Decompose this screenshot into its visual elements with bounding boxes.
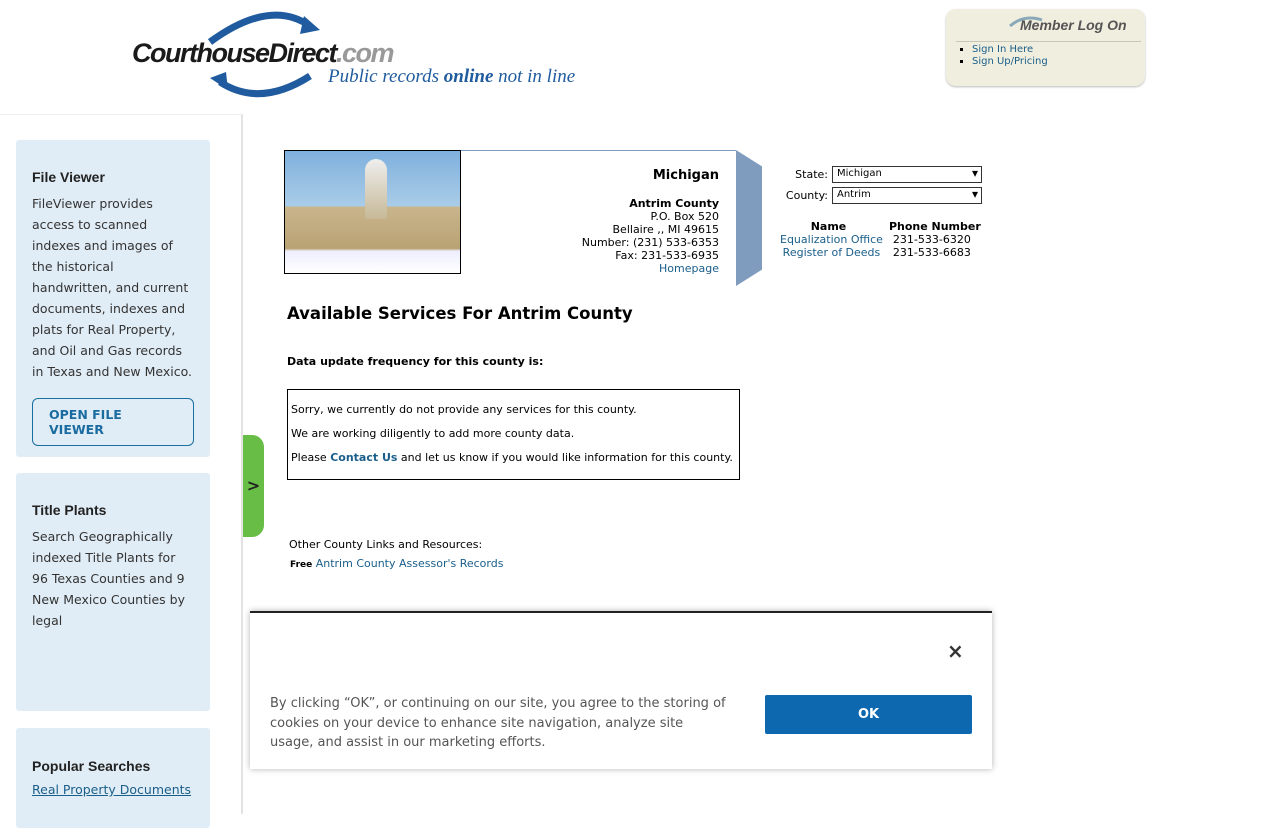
county-label: County: [785,188,828,202]
capitol-photo [284,150,461,274]
other-links-title: Other County Links and Resources: [289,538,483,551]
notice-line3-post: and let us know if you would like information for this county. [397,451,733,464]
notice-line1: Sorry, we currently do not provide any services for this county. [291,403,637,416]
sidebar-toggle-button[interactable]: > [243,435,264,537]
logo-name: CourthouseDirect [132,38,337,68]
county-fax: Fax: 231-533-6935 [615,249,719,262]
contacts-table [780,220,981,259]
site-logo[interactable] [130,8,580,98]
contact-us-link[interactable]: Contact Us [330,451,398,464]
state-selector [783,166,982,183]
card-wedge [736,150,762,286]
notice-line3 [291,451,736,465]
county-name: Antrim County [629,197,719,210]
cookie-banner [250,611,992,769]
county-address2: Bellaire ,, MI 49615 [612,223,719,236]
county-address1: P.O. Box 520 [650,210,719,223]
update-frequency: Data update frequency for this county is: [287,355,544,368]
tagline-bold: online [443,66,494,87]
sign-in-link[interactable]: Sign In Here [972,44,1034,55]
tagline-post: not in line [493,66,576,87]
table-row [780,233,981,246]
title-plants-title: Title Plants [32,502,107,518]
popular-searches-panel [16,728,210,828]
county-homepage-link[interactable]: Homepage [659,262,719,275]
ok-button[interactable]: OK [765,695,972,734]
contact-phone: 231-533-6320 [892,233,971,246]
logo-tld: .com [336,38,394,68]
title-plants-panel [16,473,210,711]
real-property-documents-link[interactable]: Real Property Documents [32,782,192,797]
notice-line2: We are working diligently to add more county data. [291,427,575,440]
contact-link[interactable]: Register of Deeds [782,246,881,259]
no-services-notice [287,389,740,480]
file-viewer-text: FileViewer provides access to scanned indexes and images of the historical handwritten, and current documents, indexes and plats for Real Property, and Oil and Gas records in Texas and New Mexico. [32,196,193,379]
logo-tagline [328,66,575,88]
state-select[interactable]: Michigan ▾ [832,166,982,183]
county-number: Number: (231) 533-6353 [581,236,719,249]
divider [956,41,1141,42]
name-header: Name [810,220,847,233]
free-resource [290,557,503,570]
county-select[interactable]: Antrim ▾ [832,187,982,204]
state-label: State: [795,167,828,181]
sign-up-link[interactable]: Sign Up/Pricing [972,56,1048,67]
member-login-box [946,9,1145,86]
notice-line3-pre: Please [291,451,331,464]
file-viewer-panel [16,140,210,457]
assessor-records-link[interactable]: Antrim County Assessor's Records [315,557,504,570]
title-plants-text: Search Geographically indexed Title Plants for 96 Texas Counties and 9 New Mexico Counties by legal [32,529,185,628]
table-row [780,246,981,259]
county-info [461,150,736,274]
close-icon[interactable]: × [947,639,964,663]
state-name: Michigan [652,168,719,183]
member-title: Member Log On [1020,17,1127,33]
file-viewer-title: File Viewer [32,169,105,185]
popular-searches-title: Popular Searches [32,758,151,774]
capitol-dome [365,159,387,219]
contact-phone: 231-533-6683 [892,246,971,259]
open-file-viewer-button[interactable]: OPEN FILE VIEWER [32,398,194,446]
county-card [284,150,764,286]
county-selector [783,187,982,204]
contact-link[interactable]: Equalization Office [780,233,883,246]
phone-header: Phone Number [888,220,981,233]
cookie-text: By clicking “OK”, or continuing on our site, you agree to the storing of cookies on your device to enhance site navigation, analyze site usage, and assist in our marketing efforts. [270,696,726,750]
free-label: Free [290,560,313,570]
sidebar [0,114,243,814]
tagline-pre: Public records [328,66,444,87]
page-title: Available Services For Antrim County [287,304,633,323]
